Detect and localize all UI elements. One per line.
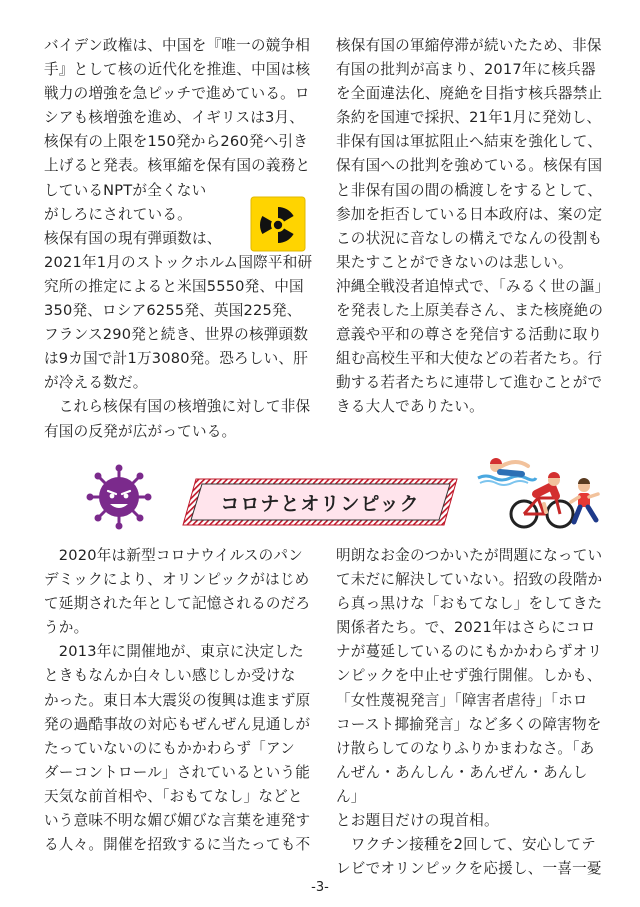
article-column-top-right <box>336 34 616 420</box>
paragraph-olympic-bid: 2013年に開催地が、東京に決定した ときもなんか白々しい感じしか受けな かった。東日本大震災の復興は進まず原 発の過酷事故の対応もぜんぜん見通しが たっていないのにもかかわらず「アン ダーコントロール」されているという能 天気な前首相や、「おもてなし」などと いう意味不明な媚び媚びな言葉を連発す る人々。開催を招致するに当たっても不 <box>44 643 311 854</box>
radiation-warning-icon <box>250 196 306 252</box>
article-column-bottom-right <box>336 544 616 881</box>
section-title: コロナとオリンピック <box>220 492 420 515</box>
paragraph-nuclear-buildup: バイデン政権は、中国を『唯一の競争相 手』として核の近代化を推進、中国は核 戦力の増強を急ピッチで進めている。ロ シアも核増強を進め、イギリスは3月、 核保有の上限を150発から260発へ引き 上げると発表。核軍縮を保有国の義務と しているNPTが全くない がしろにされている。 <box>44 37 311 223</box>
paragraph-ban-treaty: 核保有国の軍縮停滞が続いたため、非保 有国の批判が高まり、2017年に核兵器 を全面違法化、廃絶を目指す核兵器禁止 条約を国連で採択、21年1月に発効し、 非保有国は軍拡阻止へ結束を強化して、 保有国への批判を強めている。核保有国 と非保有国の間の橋渡しをするとして、 参加を拒否している日本政府は、案の定 この状況に音なしの構えでなんの役割も 果たすことができないのは悲しい。 <box>336 37 603 271</box>
paragraph-vaccine-tv: ワクチン接種を2回して、安心してテ レビでオリンピックを応援し、一喜一憂 <box>336 836 602 878</box>
article-column-bottom-left <box>44 544 326 857</box>
paragraph-forced-hosting: 明朗なお金のつかいたが問題になってい て未だに解決していない。招致の段階か ら真っ黒けな「おもてなし」をしてきた 関係者たち。で、2021年はさらにコロ ナが蔓延しているのにもかかわらずオリ ンピックを中止せず強行開催。しかも、 「女性蔑視発言」「障害者虐待」「ホロ コースト揶揄発言」など多くの障害物を け散らしてのなりふりかまわなさ。「あ んぜん・あんしん・あんぜん・あんしん」 とお題目だけの現首相。 <box>336 547 603 830</box>
swimmer-cyclist-runner-illustration <box>476 452 602 532</box>
paragraph-warhead-counts: 核保有国の現有弾頭数は、 2021年1月のストックホルム国際平和研 究所の推定によると米国5550発、中国 350発、ロシア6255発、英国225発、 フランス290発と続き、世界の核弾頭数 は9カ国で計1万3080発。恐ろしい、肝 が冷える数だ。 <box>44 229 313 392</box>
coronavirus-icon <box>86 464 152 530</box>
page-number: -3- <box>311 880 329 895</box>
paragraph-youth-activism: 沖縄全戦没者追悼式で、「みるく世の謳」 を発表した上原美春さん、また核廃絶の 意義や平和の尊さを発信する活動に取り 組む高校生平和大使などの若者たち。行 動する若者たちに連帯して進むことがで きる大人でありたい。 <box>336 277 610 416</box>
paragraph-pandemic-postponement: 2020年は新型コロナウイルスのパン デミックにより、オリンピックがはじめ て延期された年として記憶されるのだろ うか。 <box>44 547 311 637</box>
paragraph-non-nuclear-backlash: これら核保有国の核増強に対して非保 有国の反発が広がっている。 <box>44 398 311 440</box>
